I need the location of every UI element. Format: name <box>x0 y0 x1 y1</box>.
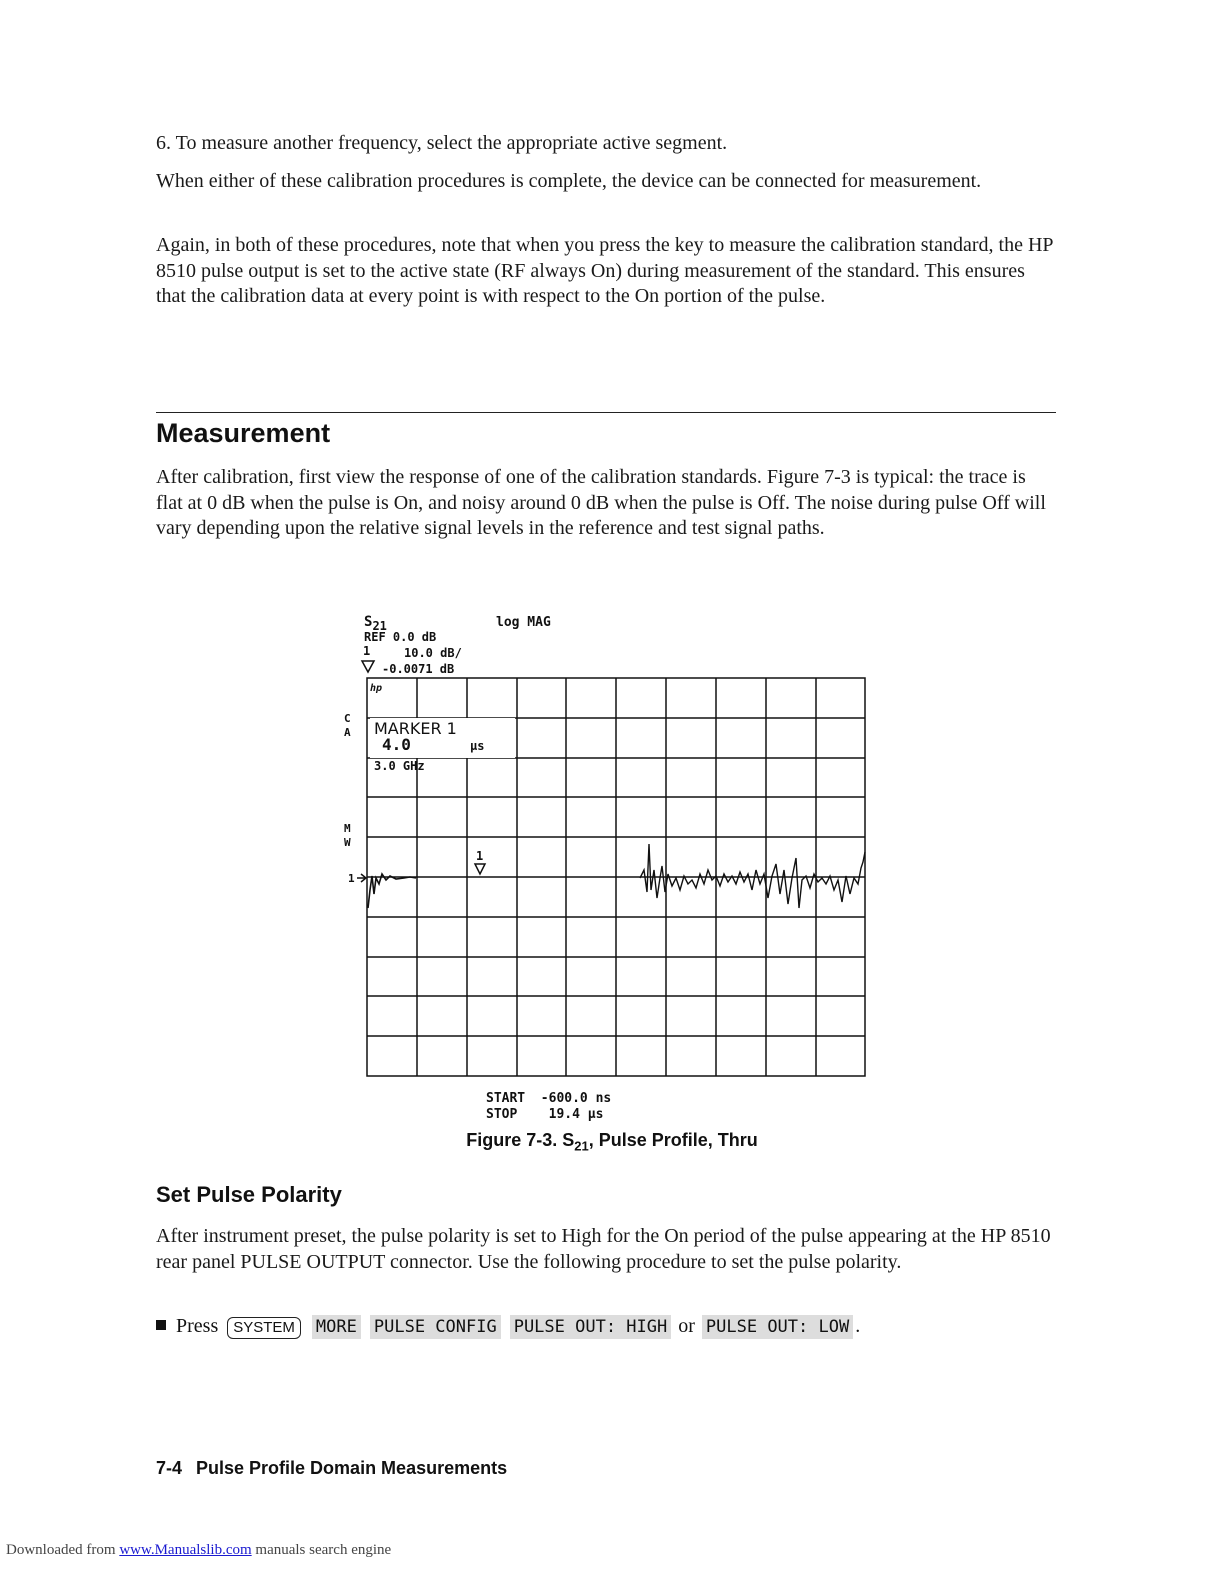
chapter-title: Pulse Profile Domain Measurements <box>196 1458 508 1478</box>
stop-label: STOP 19.4 µs <box>486 1107 604 1122</box>
reference-line-marker: 1 <box>348 872 355 885</box>
marker-box-unit: µs <box>470 739 485 753</box>
analyzer-display <box>330 608 890 1128</box>
or-label: or <box>678 1315 695 1337</box>
page-number: 7-4 <box>156 1458 183 1478</box>
marker-frequency: 3.0 GHz <box>374 759 425 773</box>
start-label: START -600.0 ns <box>486 1091 612 1106</box>
paragraph-calibration-note: Again, in both of these procedures, note that when you press the key to measure the calibration standard, the HP 8510 pulse output is set to the active state (RF always On) during measurement of the standard. This ensures that the calibration data at every point is with respect to the On portion of the pulse. <box>156 234 1053 307</box>
system-hardkey[interactable]: SYSTEM <box>227 1317 301 1339</box>
marker-number: 1 <box>363 644 371 658</box>
trace-marker-number: 1 <box>476 849 484 863</box>
caption-prefix: Figure 7-3. S <box>466 1130 575 1150</box>
ref-label: REF 0.0 dB <box>364 630 437 644</box>
side-label-c: C <box>344 712 351 725</box>
softkey-pulse-out-high[interactable]: PULSE OUT: HIGH <box>510 1315 672 1339</box>
measurement-trace <box>368 874 416 908</box>
figure-caption <box>0 1130 1224 1154</box>
softkey-more[interactable]: MORE <box>312 1315 361 1339</box>
scale-label: 10.0 dB/ <box>404 646 462 660</box>
marker-triangle-icon <box>362 661 374 672</box>
paragraph-pulse-polarity: After instrument preset, the pulse polarity is set to High for the On period of the pulse appearing at the HP 8510 rear panel PULSE OUTPUT connector. Use the following procedure to set the pulse polarity. <box>156 1225 1051 1273</box>
side-label-w: W <box>344 836 351 849</box>
section-divider <box>156 412 1056 413</box>
softkey-pulse-config[interactable]: PULSE CONFIG <box>370 1315 501 1339</box>
format-label: log MAG <box>496 615 551 630</box>
press-label: Press <box>176 1315 219 1337</box>
paragraph-calibration-complete: When either of these calibration procedures is complete, the device can be connected for measurement. <box>156 170 982 192</box>
download-notice <box>6 1542 391 1559</box>
softkey-pulse-out-low[interactable]: PULSE OUT: LOW <box>702 1315 853 1339</box>
caption-suffix: , Pulse Profile, Thru <box>588 1130 758 1150</box>
marker-value: -0.0071 dB <box>382 662 455 676</box>
step-end: . <box>855 1315 861 1337</box>
param-label: S21 <box>364 614 387 633</box>
download-prefix: Downloaded from <box>6 1542 116 1558</box>
trace-marker-icon <box>475 864 485 874</box>
step-6-text: 6. To measure another frequency, select the appropriate active segment. <box>156 132 728 154</box>
reference-arrow-icon <box>357 874 366 882</box>
side-label-m: M <box>344 822 351 835</box>
bullet-icon <box>156 1320 166 1330</box>
side-label-a: A <box>344 726 351 739</box>
paragraph-measurement: After calibration, first view the response of one of the calibration standards. Figure 7-3 is typical: the trace is flat at 0 dB when the pulse is On, and noisy around 0 dB when the pulse is Off. The noise during pulse Off will vary depending upon the relative signal levels in the reference and test signal paths. <box>156 466 1046 539</box>
section-title-measurement: Measurement <box>156 418 331 448</box>
download-suffix: manuals search engine <box>255 1542 392 1558</box>
hp-logo: hp <box>370 683 383 694</box>
caption-subscript: 21 <box>574 1138 589 1154</box>
manualslib-link[interactable]: www.Manualslib.com <box>119 1542 252 1558</box>
subsection-title-pulse-polarity: Set Pulse Polarity <box>156 1182 342 1207</box>
measurement-trace-noise <box>640 844 865 908</box>
marker-box-label: MARKER 1 <box>374 719 457 738</box>
marker-box-time: 4.0 <box>382 735 411 754</box>
figure-pulse-profile <box>330 608 890 1132</box>
page-footer <box>156 1458 507 1479</box>
procedure-step <box>156 1312 860 1340</box>
